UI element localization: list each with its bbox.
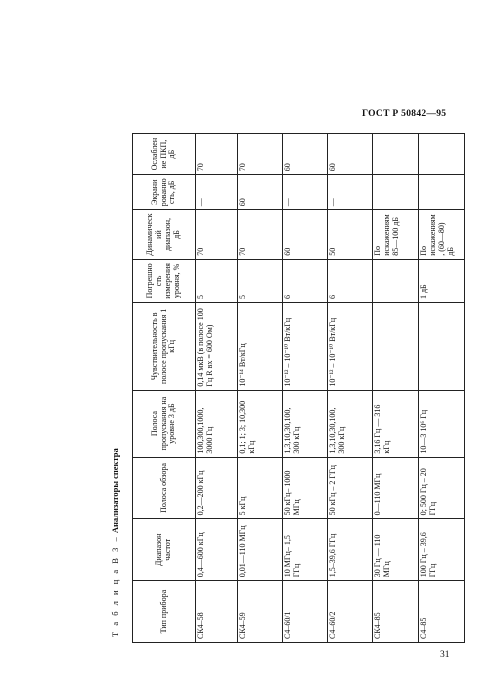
table-cell: 5	[238, 259, 283, 302]
table-cell: 60	[283, 210, 328, 259]
table-cell: 70	[196, 210, 238, 259]
header-cell: Экранированность, дБ	[133, 175, 196, 210]
caption-lead: Т а б л и ц а В 3 –	[110, 535, 120, 637]
table-cell: —	[196, 175, 238, 210]
table-cell	[419, 175, 465, 210]
table-cell: СК4–58	[196, 581, 238, 643]
table-cell: 70	[196, 134, 238, 175]
table-cell: СК4–85	[373, 581, 419, 643]
header-cell: Полоса обзора	[133, 457, 196, 519]
table-cell: —	[283, 175, 328, 210]
header-row	[133, 134, 196, 643]
table-cell: 70	[238, 134, 283, 175]
page-number: 31	[440, 650, 450, 660]
table-cell: 60	[238, 175, 283, 210]
table-cell: 0,14 мкВ (в полосе 100 Гц R вх = 600 Ом)	[196, 303, 238, 391]
table-row	[283, 134, 328, 643]
table-cell: 0,01—110 МГц	[238, 519, 283, 581]
spectrum-analyzers-table	[132, 133, 465, 643]
header-cell: Ослабление ПКП, дБ	[133, 134, 196, 175]
table-cell: 1,5–39,6 ГГц	[328, 519, 373, 581]
table-cell: 6	[283, 259, 328, 302]
table-cell: 3,16 Гц — 316 кГц	[373, 390, 419, 457]
table-cell: —	[328, 175, 373, 210]
standard-designation: ГОСТ Р 50842—95	[362, 109, 447, 119]
rotated-table-block	[110, 103, 460, 643]
table-cell: 10⁻¹⁴ Вт/кГц	[238, 303, 283, 391]
table-cell: С4–85	[419, 581, 465, 643]
table-cell	[373, 134, 419, 175]
table-row	[238, 134, 283, 643]
table-cell	[419, 134, 465, 175]
header-cell: Полоса пропускания на уровне 3 дБ	[133, 390, 196, 457]
table-cell: По искажениям 85—100 дБ	[373, 210, 419, 259]
table-cell: 1,3,10,30,100, 300 кГц	[328, 390, 373, 457]
table-row	[419, 134, 465, 643]
table-cell: 1 дБ	[419, 259, 465, 302]
table-cell: С4–60/2	[328, 581, 373, 643]
table-cell: 100,300,1000, 3000 Гц	[196, 390, 238, 457]
table-cell: С4–60/1	[283, 581, 328, 643]
table-cell	[373, 259, 419, 302]
table-cell: СК4–59	[238, 581, 283, 643]
table-cell: 100 Гц – 39,6 ГГц	[419, 519, 465, 581]
table-cell: 5	[196, 259, 238, 302]
table-row	[373, 134, 419, 643]
table-cell: 0—110 МГц	[373, 457, 419, 519]
table-cell: 50 кГц– 1000 МГц	[283, 457, 328, 519]
table-row	[328, 134, 373, 643]
table-cell: 10⁻¹² – 10⁻¹⁰ Вт/кГц	[283, 303, 328, 391]
table-cell: 0,4—600 кГц	[196, 519, 238, 581]
table-cell: 60	[283, 134, 328, 175]
table-cell: 10 МГц– 1,5 ГГц	[283, 519, 328, 581]
table-cell: 5 кГц	[238, 457, 283, 519]
header-cell: Динамический диапазон, дБ	[133, 210, 196, 259]
table-cell: 0,2—200 кГц	[196, 457, 238, 519]
table-cell: 10—3 10⁶ Гц	[419, 390, 465, 457]
caption-title: Анализаторы спектра	[110, 448, 120, 534]
table-cell: 0; 500 Гц – 20 ГГц	[419, 457, 465, 519]
table-row	[196, 134, 238, 643]
table-cell: 6	[328, 259, 373, 302]
table-caption	[110, 448, 120, 637]
table-cell: 30 Гц — 110 МГц	[373, 519, 419, 581]
table-cell: 70	[238, 210, 283, 259]
table-cell	[373, 303, 419, 391]
header-cell: Погрешность измерения уровня, %	[133, 259, 196, 302]
table-cell	[419, 303, 465, 391]
table-cell: 50 кГц – 2 ГГц	[328, 457, 373, 519]
header-cell: Тип прибора	[133, 581, 196, 643]
table-cell: 50	[328, 210, 373, 259]
table-cell: 10⁻¹² – 10⁻¹⁰ Вт/кГц	[328, 303, 373, 391]
table-cell	[373, 175, 419, 210]
table-cell: 60	[328, 134, 373, 175]
table-cell: 1,3,10,30,100, 300 кГц	[283, 390, 328, 457]
header-cell: Чувствительность в полосе пропускания 1 кГц	[133, 303, 196, 391]
table-cell: 0,1; 1; 3; 10,300 кГц	[238, 390, 283, 457]
header-cell: Диапазон частот	[133, 519, 196, 581]
table-cell: По искажениям, (60—80) дБ	[419, 210, 465, 259]
